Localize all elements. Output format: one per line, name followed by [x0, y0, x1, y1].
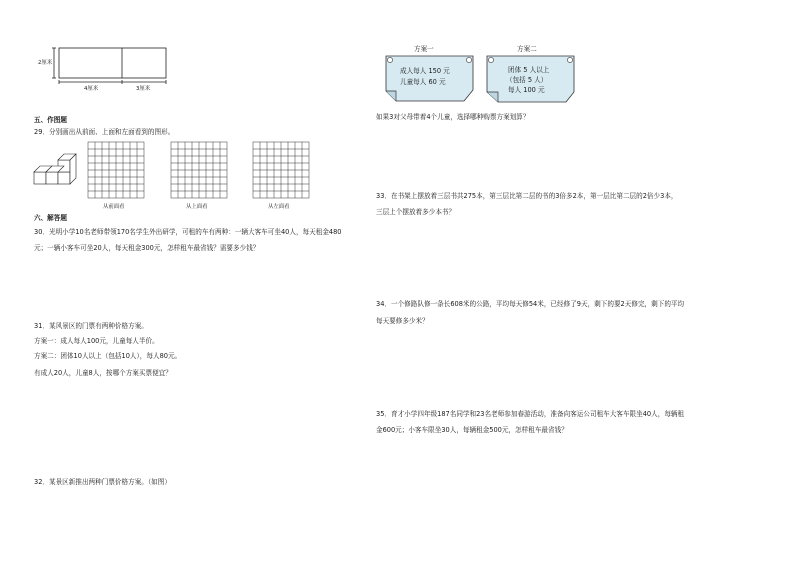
question-32: 32．某景区新推出两种门票价格方案。（如图）	[34, 478, 171, 486]
plan1-title: 方案一	[414, 45, 434, 53]
grid-left-label: 从左面看	[268, 204, 290, 210]
question-34-line1: 34．一个修路队修一条长608米的公路，平均每天修54米，已经修了9天，剩下的要2天修完，剩下的平均	[376, 300, 685, 308]
question-31-line3: 方案二：团体10人以上（包括10人），每人80元。	[34, 352, 182, 360]
question-35-line1: 35．育才小学四年级187名同学和23名老师参加春游活动，准备向客运公司租车大客车限坐40人，每辆租	[376, 410, 685, 418]
section5-heading: 五、作图题	[34, 116, 67, 124]
question-31-line1: 31．某风景区的门票有两种价格方案。	[34, 322, 148, 330]
grid-front-label: 从前面看	[103, 204, 125, 210]
question-30-line2: 元；一辆小客车可坐20人，每天租金300元，怎样租车最省钱？需要多少钱？	[34, 244, 260, 252]
plan2-line2: （包括 5 人）	[506, 76, 548, 84]
cube-stack-figure	[34, 154, 76, 184]
question-34-line2: 每天要修多少米？	[376, 317, 429, 325]
question-33-line1: 33．在书架上摆放着三层书共275本，第三层比第二层的书的3倍多2本，第一层比第二层的2倍少3本，	[376, 192, 678, 200]
plan2-title: 方案二	[517, 45, 537, 53]
grid-front	[88, 142, 144, 198]
height-label: 2厘米	[38, 60, 53, 66]
section6-heading: 六、解答题	[34, 214, 67, 222]
question-30-line1: 30．光明小学10名老师带领170名学生外出研学，可租的车有两种：一辆大客车可坐40人，每天租金480	[34, 228, 342, 236]
question-31-line2: 方案一：成人每人100元，儿童每人半价。	[34, 337, 159, 345]
question-29: 29．分别画出从前面、上面和左面看到的图形。	[34, 128, 175, 136]
grid-top-label: 从上面看	[186, 204, 208, 210]
plan1-line2: 儿童每人 60 元	[400, 78, 446, 86]
question-31-line4: 有成人20人，儿童8人，按哪个方案买票便宜？	[34, 369, 172, 377]
question-32-followup: 如果3对父母带着4个儿童，选择哪种购票方案划算？	[376, 113, 530, 121]
question-33-line2: 三层上个摆放着多少本书？	[376, 208, 456, 216]
plan1-line1: 成人每人 150 元	[400, 67, 450, 75]
left-width-label: 4厘米	[84, 86, 99, 92]
grid-top	[171, 142, 227, 198]
rectangle-figure	[52, 48, 166, 84]
right-width-label: 3厘米	[136, 86, 151, 92]
grid-left	[253, 142, 309, 198]
question-35-line2: 金600元；小客车限坐30人，每辆租金500元，怎样租车最省钱？	[376, 426, 568, 434]
plan2-line3: 每人 100 元	[508, 86, 545, 94]
plan2-line1: 团体 5 人以上	[508, 66, 550, 74]
